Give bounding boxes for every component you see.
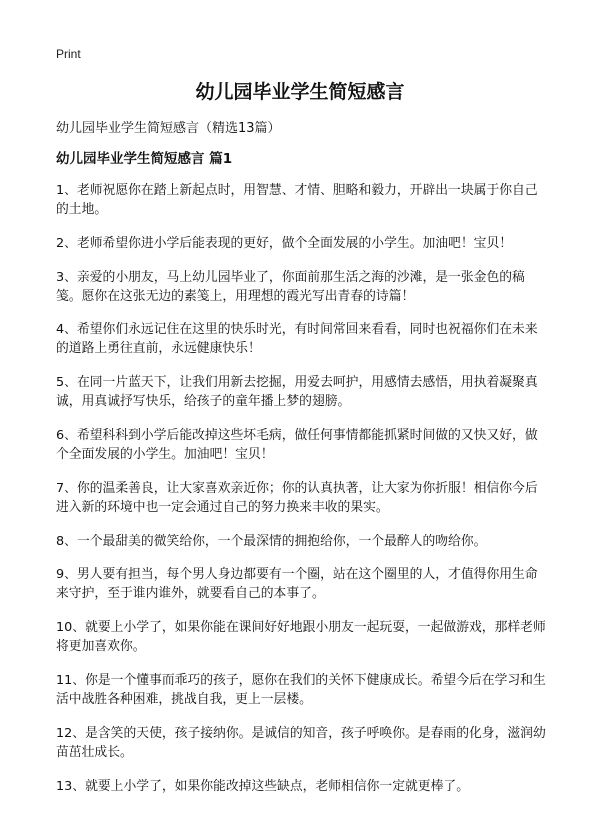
list-item: 4、希望你们永远记住在这里的快乐时光，有时间常回来看看，同时也祝福你们在未来的道路上勇往直前，永远健康快乐！ [56, 322, 538, 357]
list-item: 8、一个最甜美的微笑给你，一个最深情的拥抱给你，一个最醉人的吻给你。 [56, 533, 487, 549]
list-item: 5、在同一片蓝天下，让我们用新去挖掘，用爱去呵护，用感情去感悟，用执着凝聚真诚，用真诚抒写快乐，给孩子的童年播上梦的翅膀。 [56, 375, 538, 410]
print-link[interactable]: Print [56, 47, 81, 61]
list-item: 1、老师祝愿你在踏上新起点时，用智慧、才情、胆略和毅力，开辟出一块属于你自己的土地。 [56, 183, 538, 217]
section-heading: 幼儿园毕业学生简短感言 篇1 [56, 151, 233, 167]
list-item: 13、就要上小学了，如果你能改掉这些缺点，老师相信你一定就更棒了。 [56, 778, 469, 794]
list-item: 9、男人要有担当，每个男人身边都要有一个圈，站在这个圈里的人，才值得你用生命来守护，至于谁内谁外，就要看自己的本事了。 [56, 567, 538, 602]
list-item: 3、亲爱的小朋友，马上幼儿园毕业了，你面前那生活之海的沙滩，是一张金色的稿笺。愿你在这张无边的素笺上，用理想的霞光写出青春的诗篇！ [56, 269, 525, 304]
list-item: 10、就要上小学了，如果你能在课间好好地跟小朋友一起玩耍，一起做游戏，那样老师将更加喜欢你。 [56, 620, 546, 655]
list-item: 2、老师希望你进小学后能表现的更好，做个全面发展的小学生。加油吧！宝贝！ [56, 235, 513, 251]
item-list [56, 181, 546, 810]
document-subtitle: 幼儿园毕业学生简短感言（精选13篇） [56, 121, 281, 136]
page-title: 幼儿园毕业学生简短感言 [195, 81, 405, 103]
list-item: 6、希望科科到小学后能改掉这些坏毛病，做任何事情都能抓紧时间做的又快又好，做个全面发展的小学生。加油吧！宝贝！ [56, 427, 538, 462]
list-item: 12、是含笑的天使，孩子接纳你。是诚信的知音，孩子呼唤你。是春雨的化身，滋润幼苗茁壮成长。 [56, 725, 546, 760]
list-item: 7、你的温柔善良，让大家喜欢亲近你；你的认真执著，让大家为你折服！相信你今后进入新的环境中也一定会通过自己的努力换来丰收的果实。 [56, 480, 538, 515]
list-item: 11、你是一个懂事而乖巧的孩子，愿你在我们的关怀下健康成长。希望今后在学习和生活中战胜各种困难，挑战自我，更上一层楼。 [56, 672, 546, 707]
